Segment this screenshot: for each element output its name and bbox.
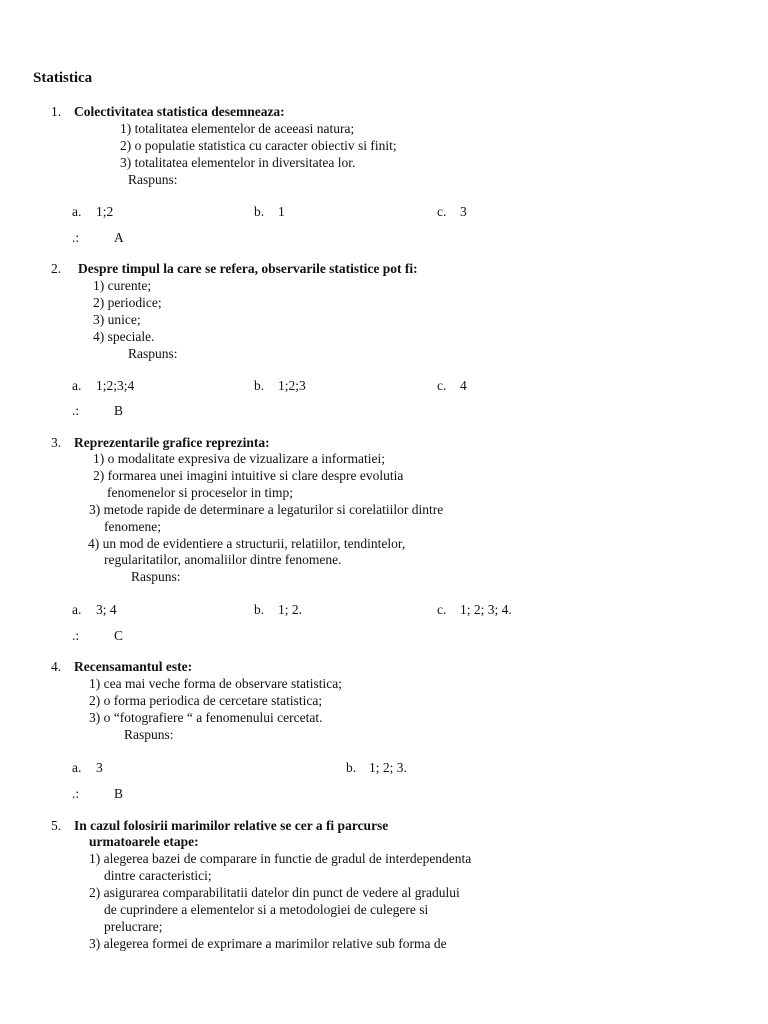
document-title: Statistica — [33, 70, 93, 86]
answer-label: Raspuns: — [128, 346, 178, 361]
question-number: 4. — [51, 659, 62, 674]
option-letter: b. — [254, 602, 265, 617]
question-item: 3) alegerea formei de exprimare a marimilor relative sub forma de — [89, 936, 447, 951]
question-item: de cuprindere a elementelor si a metodologiei de culegere si — [104, 902, 429, 917]
option-letter: a. — [72, 760, 82, 775]
option-letter: a. — [72, 204, 82, 219]
answer-label: Raspuns: — [124, 727, 174, 742]
question-text-continued: urmatoarele etape: — [89, 834, 199, 849]
option-letter: c. — [437, 378, 447, 393]
question-item: 1) o modalitate expresiva de vizualizare a informatiei; — [93, 451, 385, 466]
option-value: 1;2;3;4 — [96, 378, 135, 393]
answer-key-prefix: .: — [72, 628, 80, 643]
question-item: 2) asigurarea comparabilitatii datelor din punct de vedere al gradului — [89, 885, 460, 900]
answer-key: A — [114, 230, 124, 245]
question-item: fenomene; — [104, 519, 161, 534]
answer-key-prefix: .: — [72, 230, 80, 245]
answer-key: C — [114, 628, 124, 643]
question-item: regularitatilor, anomaliilor dintre fenomene. — [104, 552, 342, 567]
question-text: Despre timpul la care se refera, observarile statistice pot fi: — [78, 261, 418, 276]
option-letter: a. — [72, 602, 82, 617]
option-value: 1;2 — [96, 204, 114, 219]
question-text: Recensamantul este: — [74, 659, 193, 674]
question-item: prelucrare; — [104, 919, 163, 934]
question-item: 1) alegerea bazei de comparare in functie de gradul de interdependenta — [89, 851, 472, 866]
question-number: 1. — [51, 104, 62, 119]
question-item: 1) cea mai veche forma de observare statistica; — [89, 676, 342, 691]
question-item: 2) periodice; — [93, 295, 162, 310]
answer-label: Raspuns: — [128, 172, 178, 187]
question-item: 3) o “fotografiere “ a fenomenului cercetat. — [89, 710, 323, 725]
question-item: 4) un mod de evidentiere a structurii, relatiilor, tendintelor, — [88, 536, 406, 551]
option-letter: a. — [72, 378, 82, 393]
option-value: 1 — [278, 204, 285, 219]
answer-key: B — [114, 786, 124, 801]
option-letter: b. — [254, 378, 265, 393]
question-item: dintre caracteristici; — [104, 868, 212, 883]
option-letter: c. — [437, 204, 447, 219]
question-item: 4) speciale. — [93, 329, 155, 344]
option-letter: b. — [346, 760, 357, 775]
option-value: 3 — [96, 760, 103, 775]
answer-key: B — [114, 403, 124, 418]
option-value: 1; 2; 3; 4. — [460, 602, 512, 617]
question-item: fenomenelor si proceselor in timp; — [107, 485, 293, 500]
question-number: 3. — [51, 435, 62, 450]
option-value: 4 — [460, 378, 467, 393]
question-item: 2) o populatie statistica cu caracter obiectiv si finit; — [120, 138, 397, 153]
option-value: 1; 2; 3. — [369, 760, 407, 775]
question-item: 1) curente; — [93, 278, 152, 293]
question-text: In cazul folosirii marimilor relative se cer a fi parcurse — [74, 818, 389, 833]
question-item: 1) totalitatea elementelor de aceeasi natura; — [120, 121, 355, 136]
answer-label: Raspuns: — [131, 569, 181, 584]
option-letter: c. — [437, 602, 447, 617]
question-item: 2) formarea unei imagini intuitive si clare despre evolutia — [93, 468, 404, 483]
question-item: 3) metode rapide de determinare a legaturilor si corelatiilor dintre — [89, 502, 444, 517]
question-item: 3) unice; — [93, 312, 141, 327]
question-number: 2. — [51, 261, 62, 276]
option-value: 3 — [460, 204, 467, 219]
option-value: 1;2;3 — [278, 378, 306, 393]
answer-key-prefix: .: — [72, 786, 80, 801]
answer-key-prefix: .: — [72, 403, 80, 418]
question-number: 5. — [51, 818, 62, 833]
question-text: Colectivitatea statistica desemneaza: — [74, 104, 285, 119]
option-value: 3; 4 — [96, 602, 117, 617]
option-value: 1; 2. — [278, 602, 303, 617]
question-text: Reprezentarile grafice reprezinta: — [74, 435, 270, 450]
question-item: 3) totalitatea elementelor in diversitatea lor. — [120, 155, 356, 170]
option-letter: b. — [254, 204, 265, 219]
question-item: 2) o forma periodica de cercetare statistica; — [89, 693, 323, 708]
